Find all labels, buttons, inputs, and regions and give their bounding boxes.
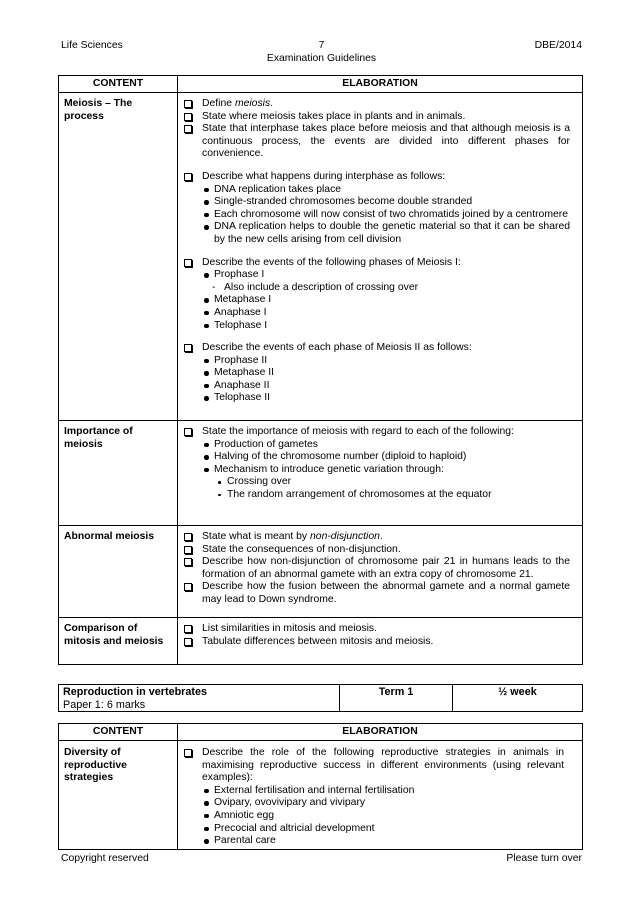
bullet-item: Prophase I [182, 269, 570, 282]
checkbox-item: Describe how non-disjunction of chromosome pair 21 in humans leads to the formation of an abnormal gamete with an extra copy of chromosome 21. [182, 556, 570, 581]
bullet-item: Anaphase II [182, 380, 570, 393]
bullet-item: DNA replication helps to double the genetic material so that it can be shared by the new cells arising from cell division [182, 221, 570, 246]
footer-copyright: Copyright reserved [61, 853, 149, 864]
elaboration-cell [178, 618, 583, 665]
header-page-number: 7 [318, 40, 325, 51]
bullet-item: Parental care [182, 835, 564, 848]
header-reference: DBE/2014 [534, 40, 582, 51]
checkbox-item: State where meiosis takes place in plants and in animals. [182, 111, 570, 124]
unit-info-table [58, 684, 583, 712]
bullet-item: Single-stranded chromosomes become double stranded [182, 196, 570, 209]
elaboration-cell [178, 526, 583, 618]
table-row [59, 93, 583, 421]
bullet-item: Amniotic egg [182, 810, 564, 823]
footer-turn-over: Please turn over [506, 853, 582, 864]
bullet-item: Precocial and altricial development [182, 823, 564, 836]
topic-cell: Comparison of mitosis and meiosis [59, 618, 178, 665]
checkbox-item: Define meiosis. [182, 98, 570, 111]
header-subtitle: Examination Guidelines [266, 53, 377, 64]
bullet-item: Mechanism to introduce genetic variation through: [182, 464, 570, 477]
dash-item: - Also include a description of crossing over [182, 282, 570, 295]
sub-bullet-item: Crossing over [182, 476, 570, 489]
checkbox-item: List similarities in mitosis and meiosis. [182, 623, 570, 636]
bullet-item: External fertilisation and internal fertilisation [182, 785, 564, 798]
bullet-item: Telophase I [182, 320, 570, 333]
reproduction-content-table [58, 723, 583, 850]
unit-row [59, 685, 583, 712]
checkbox-item: Describe what happens during interphase as follows: [182, 171, 570, 184]
elaboration-group [182, 98, 570, 161]
bullet-item: Halving of the chromosome number (diploid to haploid) [182, 451, 570, 464]
column-header-elaboration: ELABORATION [178, 724, 583, 741]
topic-cell: Meiosis – The process [59, 93, 178, 421]
checkbox-item: Describe the events of each phase of Meiosis II as follows: [182, 342, 570, 355]
bullet-item: Ovipary, ovovivipary and vivipary [182, 797, 564, 810]
unit-duration: ½ week [453, 685, 583, 712]
column-header-content: CONTENT [59, 724, 178, 741]
checkbox-item: Tabulate differences between mitosis and meiosis. [182, 636, 570, 649]
bullet-item: Production of gametes [182, 439, 570, 452]
column-header-elaboration: ELABORATION [178, 76, 583, 93]
bullet-item: Metaphase I [182, 294, 570, 307]
table-row [59, 618, 583, 665]
bullet-item: Each chromosome will now consist of two chromatids joined by a centromere [182, 209, 570, 222]
bullet-item: Metaphase II [182, 367, 570, 380]
table-row [59, 526, 583, 618]
elaboration-group [182, 171, 570, 247]
checkbox-item: Describe the role of the following reproductive strategies in animals in maximising reproductive success in different environments (using relevant examples): [182, 747, 564, 785]
checkbox-item: Describe how the fusion between the abnormal gamete and a normal gamete may lead to Down syndrome. [182, 581, 570, 606]
elaboration-group [182, 257, 570, 333]
checkbox-item: State the consequences of non-disjunction. [182, 544, 570, 557]
bullet-item: Anaphase I [182, 307, 570, 320]
unit-term: Term 1 [340, 685, 453, 712]
table-row [59, 741, 583, 850]
bullet-item: Telophase II [182, 392, 570, 405]
checkbox-item: State what is meant by non-disjunction. [182, 531, 570, 544]
unit-paper: Paper 1: 6 marks [63, 698, 146, 711]
checkbox-item: Describe the events of the following phases of Meiosis I: [182, 257, 570, 270]
unit-title: Reproduction in vertebrates [63, 686, 207, 698]
topic-cell: Diversity of reproductive strategies [59, 741, 178, 850]
table-header-row [59, 76, 583, 93]
table-row [59, 421, 583, 526]
bullet-item: Prophase II [182, 355, 570, 368]
topic-cell: Importance of meiosis [59, 421, 178, 526]
topic-cell: Abnormal meiosis [59, 526, 178, 618]
meiosis-content-table [58, 75, 583, 665]
unit-title-cell [59, 685, 340, 712]
elaboration-cell [178, 421, 583, 526]
elaboration-group [182, 342, 570, 405]
header-subject: Life Sciences [61, 40, 123, 51]
sub-bullet-item: The random arrangement of chromosomes at the equator [182, 489, 570, 502]
checkbox-item: State the importance of meiosis with regard to each of the following: [182, 426, 570, 439]
bullet-item: DNA replication takes place [182, 184, 570, 197]
elaboration-cell [178, 93, 583, 421]
elaboration-cell [178, 741, 583, 850]
checkbox-item: State that interphase takes place before meiosis and that although meiosis is a continuous process, the events are divided into different phases for convenience. [182, 123, 570, 161]
table-header-row [59, 724, 583, 741]
column-header-content: CONTENT [59, 76, 178, 93]
page-header [61, 40, 582, 70]
